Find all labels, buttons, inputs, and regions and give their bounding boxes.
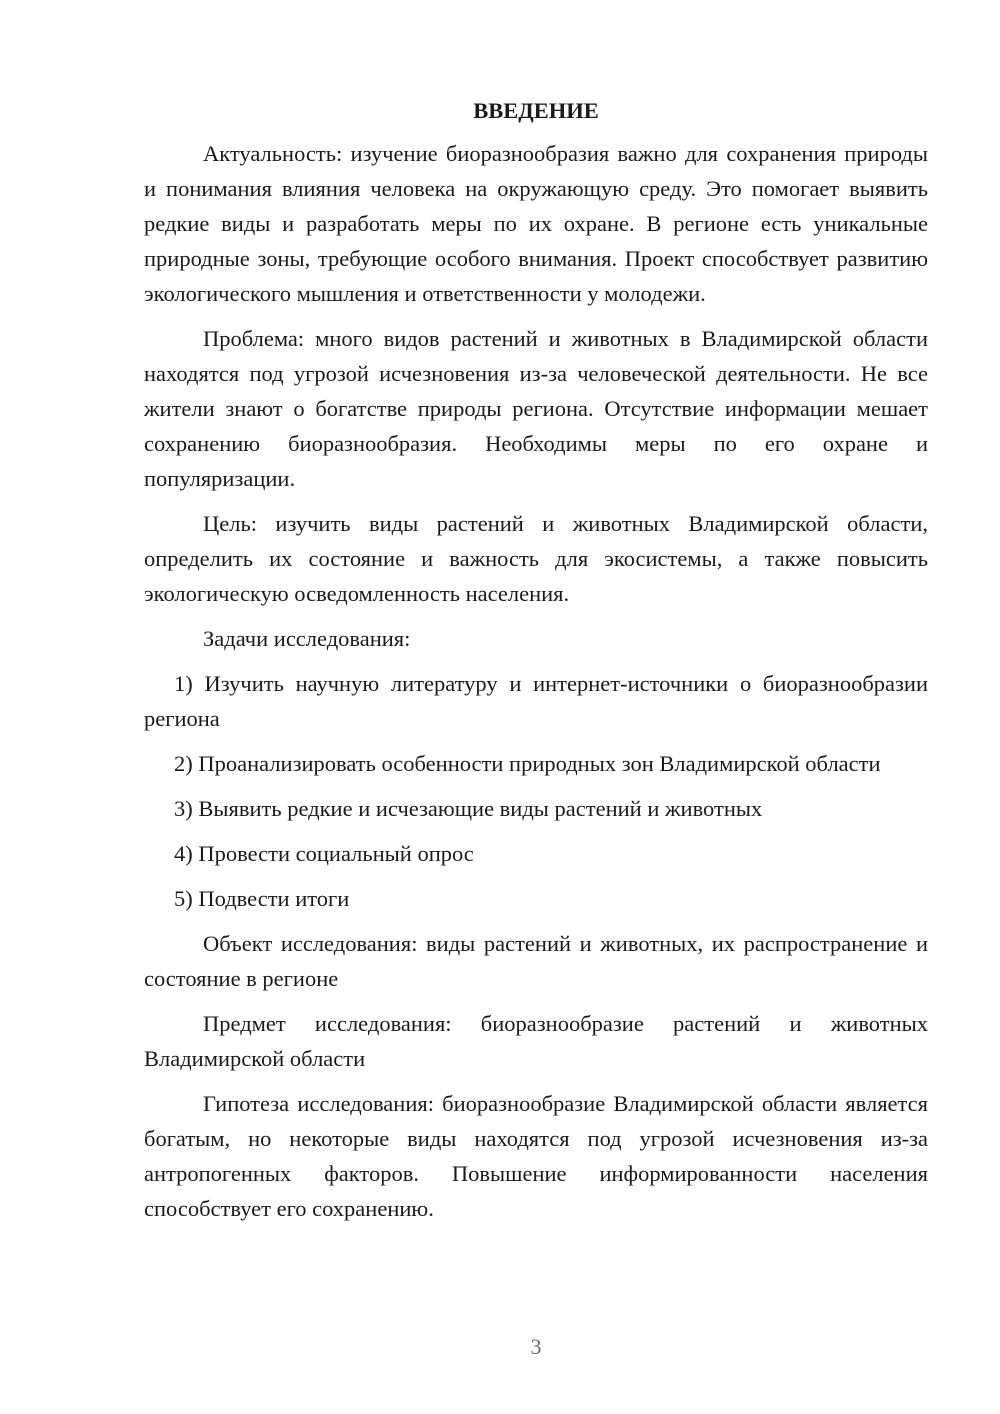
- tasks-heading: Задачи исследования:: [203, 626, 411, 651]
- page-number: 3: [530, 1334, 542, 1359]
- task-item-3: 3) Выявить редкие и исчезающие виды растений и животных: [174, 796, 763, 821]
- task-item-5: 5) Подвести итоги: [174, 886, 350, 911]
- task-item-2: 2) Проанализировать особенности природных зон Владимирской области: [174, 751, 881, 776]
- paragraph-problem: Проблема: много видов растений и животных в Владимирской области находятся под угрозой исчезновения из-за человеческой деятельности. Не все жители знают о богатстве природы региона. Отсутствие информации мешает сохранению биоразнообразия. Необходимы меры по его охране и популяризации.: [144, 326, 928, 491]
- page-content: [144, 96, 928, 1236]
- paragraph-subject: Предмет исследования: биоразнообразие растений и животных Владимирской области: [144, 1011, 928, 1071]
- task-item-1: 1) Изучить научную литературу и интернет-источники о биоразнообразии региона: [144, 671, 928, 731]
- task-item-4: 4) Провести социальный опрос: [174, 841, 474, 866]
- paragraph-hypothesis: Гипотеза исследования: биоразнообразие Владимирской области является богатым, но некоторые виды находятся под угрозой исчезновения из-за антропогенных факторов. Повышение информированности населения способствует его сохранению.: [144, 1091, 928, 1221]
- section-title: ВВЕДЕНИЕ: [473, 98, 599, 123]
- paragraph-object: Объект исследования: виды растений и животных, их распространение и состояние в регионе: [144, 931, 928, 991]
- paragraph-relevance: Актуальность: изучение биоразнообразия важно для сохранения природы и понимания влияния человека на окружающую среду. Это помогает выявить редкие виды и разработать меры по их охране. В регионе есть уникальные природные зоны, требующие особого внимания. Проект способствует развитию экологического мышления и ответственности у молодежи.: [144, 141, 928, 306]
- paragraph-goal: Цель: изучить виды растений и животных Владимирской области, определить их состояние и важность для экосистемы, а также повысить экологическую осведомленность населения.: [144, 511, 928, 606]
